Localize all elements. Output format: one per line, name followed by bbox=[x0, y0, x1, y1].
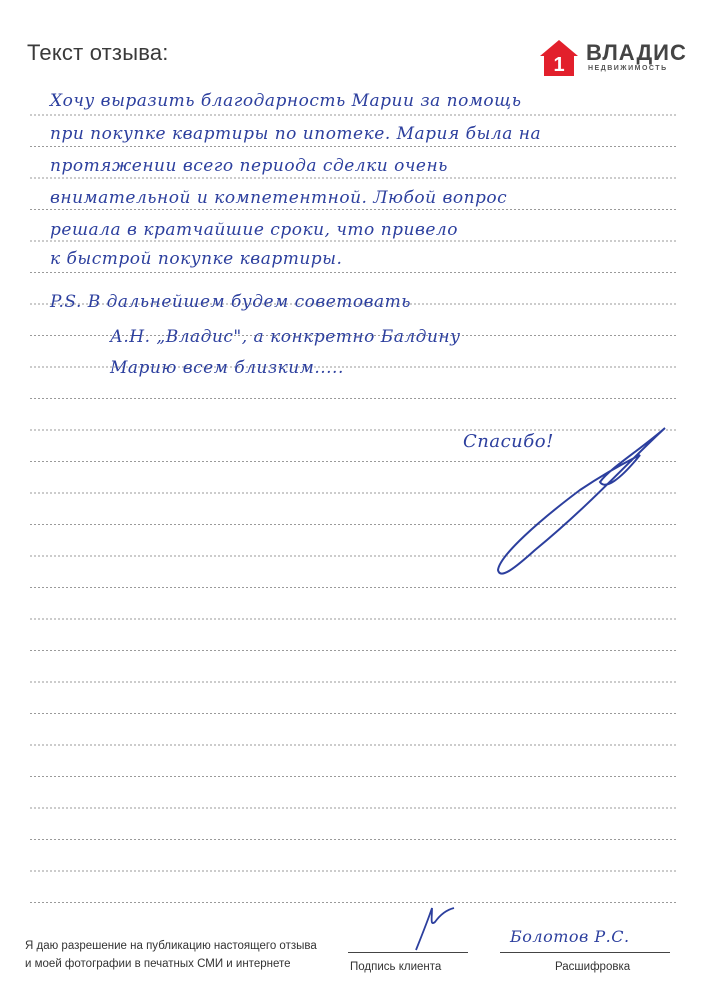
form-title: Текст отзыва: bbox=[27, 40, 169, 65]
decryption-line bbox=[500, 952, 670, 953]
consent-line: и моей фотографии в печатных СМИ и интернете bbox=[25, 958, 291, 970]
logo-name: ВЛАДИС bbox=[586, 40, 687, 65]
logo-badge-number: 1 bbox=[553, 54, 565, 76]
review-line: протяжении всего периода сделки очень bbox=[50, 156, 448, 176]
ps-line: P.S. В дальнейшем будем советовать bbox=[50, 292, 412, 312]
handwritten-signature-large bbox=[480, 420, 680, 590]
signature-line bbox=[348, 952, 468, 953]
review-line: к быстрой покупке квартиры. bbox=[50, 249, 343, 269]
review-line: внимательной и компетентной. Любой вопрос bbox=[50, 188, 508, 208]
ps-line: А.Н. „Владис", а конкретно Балдину bbox=[110, 327, 461, 347]
ps-line: Марию всем близким..... bbox=[110, 358, 344, 378]
review-line: решала в кратчайшие сроки, что привело bbox=[50, 220, 458, 240]
thanks-text: Спасибо! bbox=[463, 431, 554, 452]
decryption-caption: Расшифровка bbox=[555, 961, 631, 973]
decryption-text: Болотов Р.С. bbox=[510, 927, 630, 946]
client-signature bbox=[410, 900, 460, 960]
consent-line: Я даю разрешение на публикацию настоящего отзыва bbox=[25, 940, 317, 952]
publication-consent bbox=[25, 937, 317, 973]
review-line: при покупке квартиры по ипотеке. Мария была на bbox=[50, 124, 542, 144]
logo-subtitle: НЕДВИЖИМОСТЬ bbox=[588, 65, 668, 72]
review-line: Хочу выразить благодарность Марии за помощь bbox=[50, 91, 522, 111]
signature-caption: Подпись клиента bbox=[350, 961, 442, 973]
